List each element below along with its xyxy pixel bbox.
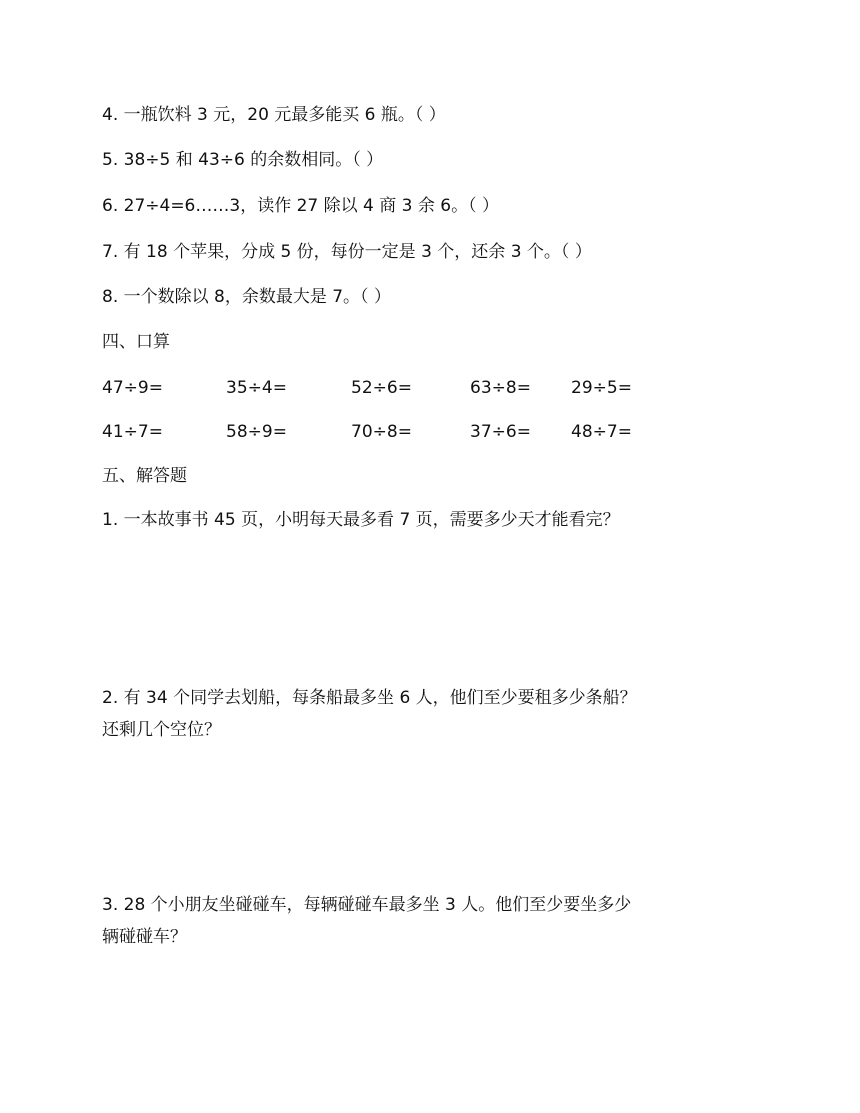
judgement-item-8: 8. 一个数除以 8，余数最大是 7。（ ） [102,287,391,307]
calc-item: 63÷8= [470,378,531,398]
word-problem-3-line-2: 辆碰碰车？ [102,927,187,947]
judgement-item-6: 6. 27÷4=6……3，读作 27 除以 4 商 3 余 6。（ ） [102,196,500,216]
calc-item: 41÷7= [102,422,163,442]
word-problems-heading: 五、解答题 [102,466,187,486]
calc-item: 70÷8= [351,422,412,442]
word-problem-3-line-1: 3. 28 个小朋友坐碰碰车，每辆碰碰车最多坐 3 人。他们至少要坐多少 [102,895,632,915]
calc-item: 35÷4= [226,378,287,398]
calc-item: 47÷9= [102,378,163,398]
word-problem-2-line-2: 还剩几个空位？ [102,720,221,740]
judgement-item-7: 7. 有 18 个苹果，分成 5 份，每份一定是 3 个，还余 3 个。（ ） [102,242,592,262]
calc-item: 52÷6= [351,378,412,398]
word-problem-2-line-1: 2. 有 34 个同学去划船，每条船最多坐 6 人，他们至少要租多少条船？ [102,688,637,708]
judgement-item-4: 4. 一瓶饮料 3 元，20 元最多能买 6 瓶。（ ） [102,105,446,125]
calc-item: 48÷7= [571,422,632,442]
word-problem-1: 1. 一本故事书 45 页，小明每天最多看 7 页，需要多少天才能看完？ [102,510,620,530]
calc-item: 37÷6= [470,422,531,442]
calc-item: 58÷9= [226,422,287,442]
judgement-item-5: 5. 38÷5 和 43÷6 的余数相同。（ ） [102,150,384,170]
mental-math-heading: 四、口算 [102,332,170,352]
calc-item: 29÷5= [571,378,632,398]
